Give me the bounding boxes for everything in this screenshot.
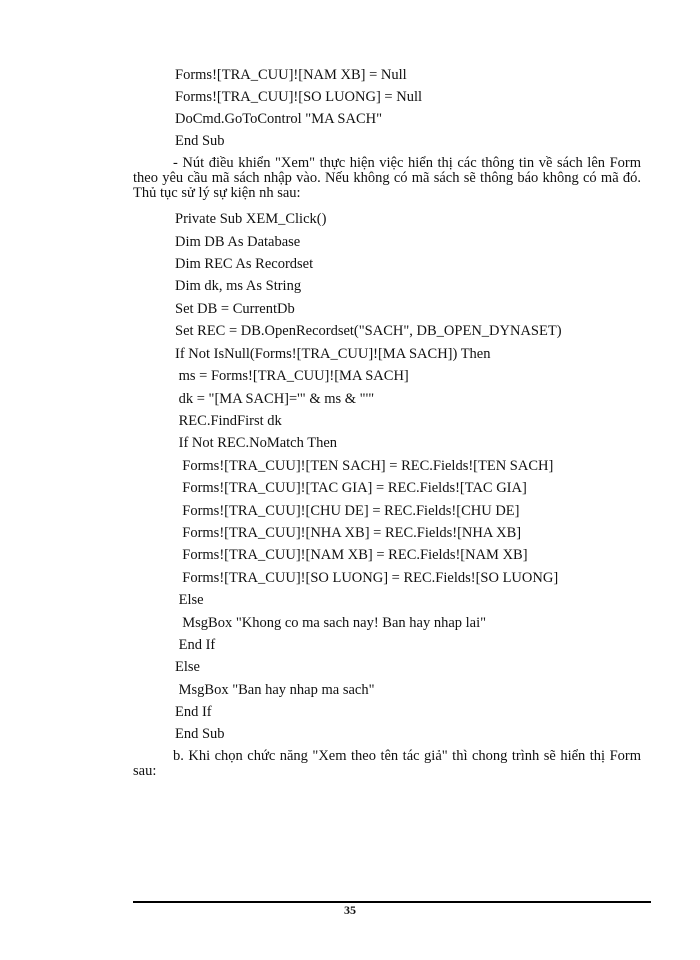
code-line: Forms![TRA_CUU]![TEN SACH] = REC.Fields![TEN SACH] (175, 458, 554, 474)
code-line: MsgBox "Khong co ma sach nay! Ban hay nhap lai" (175, 615, 487, 631)
paragraph-b-text: b. Khi chọn chức năng "Xem theo tên tác giả" thì chong trình sẽ hiển thị Form sau: (133, 748, 641, 779)
code-line: Forms![TRA_CUU]![TAC GIA] = REC.Fields![TAC GIA] (175, 480, 527, 496)
code-line: Forms![TRA_CUU]![CHU DE] = REC.Fields![CHU DE] (175, 503, 520, 519)
page-number: 35 (344, 903, 356, 917)
paragraph-xem-text: - Nút điều khiển "Xem" thực hiện việc hiển thị các thông tin về sách lên Form theo yêu cầu mã sách nhập vào. Nếu không có mã sách sẽ thông báo không có mã đó. Thủ tục sử lý sự kiện nh sau: (133, 155, 641, 201)
code-line: If Not IsNull(Forms![TRA_CUU]![MA SACH]) Then (175, 346, 491, 362)
code-line: Forms![TRA_CUU]![SO LUONG] = REC.Fields![SO LUONG] (175, 570, 559, 586)
code-line: Set REC = DB.OpenRecordset("SACH", DB_OPEN_DYNASET) (175, 323, 562, 339)
code-line: dk = "[MA SACH]='" & ms & "'" (175, 391, 375, 407)
code-line: Else (175, 659, 200, 675)
code-line: Dim REC As Recordset (175, 256, 314, 272)
paragraph-b (133, 749, 641, 779)
code-line: End Sub (175, 133, 225, 149)
code-line: MsgBox "Ban hay nhap ma sach" (175, 682, 375, 698)
code-line: Private Sub XEM_Click() (175, 211, 327, 227)
code-line: Forms![TRA_CUU]![NHA XB] = REC.Fields![NHA XB] (175, 525, 522, 541)
code-line: End If (175, 704, 212, 720)
code-line: Forms![TRA_CUU]![SO LUONG] = Null (175, 89, 423, 105)
code-line: REC.FindFirst dk (175, 413, 282, 429)
code-line: End If (175, 637, 216, 653)
code-line: Dim DB As Database (175, 234, 301, 250)
code-line: Set DB = CurrentDb (175, 301, 295, 317)
code-line: ms = Forms![TRA_CUU]![MA SACH] (175, 368, 409, 384)
code-line: If Not REC.NoMatch Then (175, 435, 338, 451)
code-line: Dim dk, ms As String (175, 278, 302, 294)
code-line: Forms![TRA_CUU]![NAM XB] = REC.Fields![NAM XB] (175, 547, 528, 563)
code-line: End Sub (175, 726, 225, 742)
code-line: Forms![TRA_CUU]![NAM XB] = Null (175, 67, 407, 83)
code-line: DoCmd.GoToControl "MA SACH" (175, 111, 383, 127)
paragraph-xem (133, 156, 641, 201)
code-line: Else (175, 592, 204, 608)
